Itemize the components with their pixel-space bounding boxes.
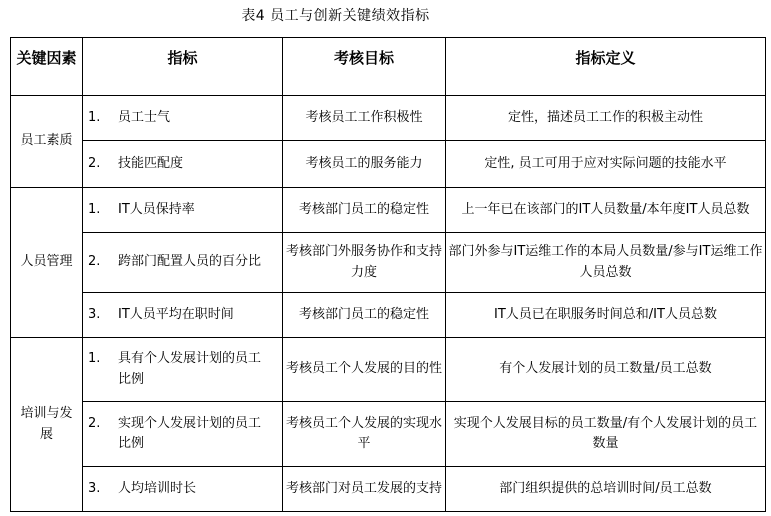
definition-cell: 部门外参与IT运维工作的本局人员数量/参与IT运维工作人员总数 xyxy=(446,233,766,293)
header-key-factor: 关键因素 xyxy=(11,38,83,96)
definition-cell: 有个人发展计划的员工数量/员工总数 xyxy=(446,338,766,402)
indicator-number: 1. xyxy=(88,109,101,125)
indicator-cell xyxy=(83,402,283,467)
goal-cell: 考核员工工作积极性 xyxy=(283,96,446,141)
header-indicator: 指标 xyxy=(83,38,283,96)
indicator-cell xyxy=(83,141,283,188)
header-assessment-goal: 考核目标 xyxy=(283,38,446,96)
table-caption: 表4 员工与创新关键绩效指标 xyxy=(241,8,430,24)
indicator-number: 2. xyxy=(88,155,101,171)
indicator-cell xyxy=(83,96,283,141)
goal-cell: 考核部门外服务协作和支持力度 xyxy=(283,233,446,293)
header-indicator-definition: 指标定义 xyxy=(446,38,766,96)
definition-cell: 上一年已在该部门的IT人员数量/本年度IT人员总数 xyxy=(446,188,766,233)
indicator-cell xyxy=(83,233,283,293)
indicator-number: 3. xyxy=(88,480,101,496)
definition-cell: 定性，描述员工工作的积极主动性 xyxy=(446,96,766,141)
goal-cell: 考核员工个人发展的实现水平 xyxy=(283,402,446,467)
table-row xyxy=(11,338,766,402)
indicator-cell xyxy=(83,338,283,402)
table-row xyxy=(11,233,766,293)
indicator-number: 1. xyxy=(88,201,101,217)
factor-cell-personnel-management: 人员管理 xyxy=(11,188,83,338)
table-row xyxy=(11,141,766,188)
indicator-number: 2. xyxy=(88,254,101,270)
definition-cell: 实现个人发展目标的员工数量/有个人发展计划的员工数量 xyxy=(446,402,766,467)
indicator-number: 1. xyxy=(88,351,101,367)
factor-cell-employee-quality: 员工素质 xyxy=(11,96,83,188)
goal-cell: 考核部门员工的稳定性 xyxy=(283,188,446,233)
indicator-cell xyxy=(83,293,283,338)
goal-cell: 考核部门员工的稳定性 xyxy=(283,293,446,338)
definition-cell: 部门组织提供的总培训时间/员工总数 xyxy=(446,467,766,512)
factor-cell-training-development: 培训与发展 xyxy=(11,338,83,512)
indicator-label: 员工士气 xyxy=(118,109,171,125)
indicator-label: 技能匹配度 xyxy=(118,155,184,171)
goal-cell: 考核部门对员工发展的支持 xyxy=(283,467,446,512)
indicator-cell xyxy=(83,188,283,233)
indicator-label: 跨部门配置人员的百分比 xyxy=(118,254,262,270)
definition-cell: IT人员已在职服务时间总和/IT人员总数 xyxy=(446,293,766,338)
table-row xyxy=(11,467,766,512)
table-row xyxy=(11,96,766,141)
indicator-label: 具有个人发展计划的员工比例 xyxy=(118,351,262,387)
header-row xyxy=(11,38,766,96)
indicator-label: IT人员平均在职时间 xyxy=(118,306,234,322)
table-row xyxy=(11,293,766,338)
indicator-label: 人均培训时长 xyxy=(118,480,197,496)
indicator-cell xyxy=(83,467,283,512)
indicator-number: 2. xyxy=(88,415,101,431)
table-row xyxy=(11,402,766,467)
table-row xyxy=(11,188,766,233)
indicator-label: 实现个人发展计划的员工比例 xyxy=(118,415,262,451)
kpi-table xyxy=(10,37,766,512)
caption-row xyxy=(0,0,671,37)
definition-cell: 定性, 员工可用于应对实际问题的技能水平 xyxy=(446,141,766,188)
goal-cell: 考核员工的服务能力 xyxy=(283,141,446,188)
indicator-label: IT人员保持率 xyxy=(118,201,195,217)
indicator-number: 3. xyxy=(88,306,101,322)
goal-cell: 考核员工个人发展的目的性 xyxy=(283,338,446,402)
